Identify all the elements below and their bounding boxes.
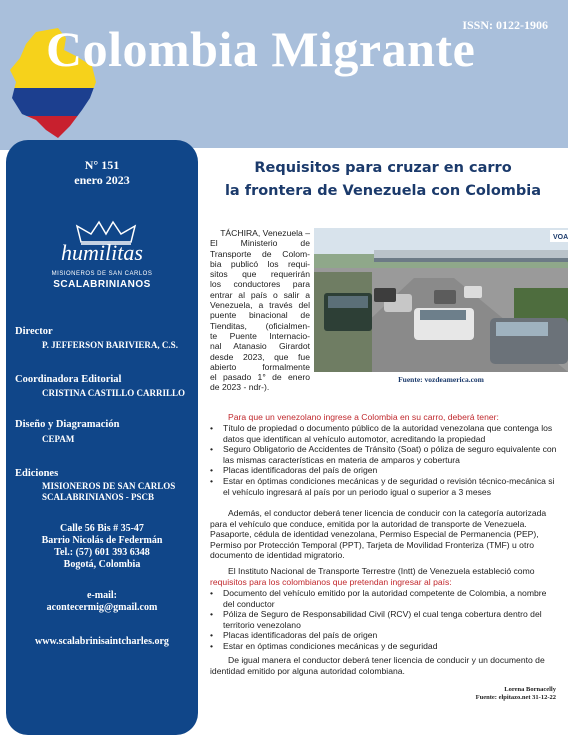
- article-source: Fuente: elpitazo.net 31-12-22: [475, 694, 556, 701]
- masthead-title: Colombia Migrante: [46, 21, 476, 77]
- section2-list: [210, 588, 560, 652]
- section2-heading: requisitos para los colombianos que pretendan ingresar al país:: [210, 577, 452, 587]
- list-item: • Estar en óptimas condiciones mecánicas y de seguridad o revisión técnico-mecánica si el vehículo ingresará al país por un periodo igual o superior a 3 meses: [210, 476, 560, 497]
- lead-line: El Ministerio de: [210, 238, 310, 249]
- editions-line-2: SCALABRINIANOS - PSCB: [42, 492, 155, 502]
- design-name: CEPAM: [42, 434, 75, 444]
- lead-line: el pasado 1° de enero: [210, 372, 310, 383]
- lead-line: Tienditas, (oficialmen-: [210, 320, 310, 331]
- photo-caption: Fuente: vozdeamerica.com: [398, 375, 484, 384]
- list-item: • Placas identificadoras del país de origen: [210, 465, 560, 476]
- logo-title: humilitas: [61, 240, 143, 265]
- address-line-2: Barrio Nicolás de Federmán: [41, 535, 163, 546]
- border-crossing-photo: [314, 228, 568, 372]
- lead-line: sitos que requerirán: [210, 269, 310, 280]
- lead-paragraph: [210, 228, 310, 393]
- lead-line: Transporte de Colom-: [210, 248, 310, 259]
- section2-paragraph: De igual manera el conductor deberá tener licencia de conducir y un documento de identidad emitido por alguna autoridad colombiana.: [210, 655, 545, 676]
- lead-line: entrar al país o salir a: [210, 289, 310, 300]
- editions-line-1: MISIONEROS DE SAN CARLOS: [42, 481, 176, 491]
- email-link[interactable]: acontecermig@gmail.com: [46, 602, 158, 613]
- logo-subtitle-order: SCALABRINIANOS: [53, 279, 151, 290]
- section1-paragraph: Además, el conductor deberá tener licencia de conducir con la categoría autorizada para el vehículo que conduce, emitida por la autoridad de transporte de Venezuela. Pasaporte, cédula de identidad venezolana, Permiso Especial de Permanencia (PEP), Permiso por Protección Temporal (PPT), Tarjeta de Movilidad Fronteriza (TMF) u otro documento de identidad migratorio.: [210, 508, 547, 561]
- lead-line: te Puente Internacio-: [210, 330, 310, 341]
- director-label: Director: [15, 326, 53, 337]
- lead-line: puente binacional de: [210, 310, 310, 321]
- city: Bogotá, Colombia: [63, 559, 141, 570]
- email-label: e-mail:: [87, 590, 117, 601]
- article-title-line-1: Requisitos para cruzar en carro: [254, 160, 512, 176]
- list-item: • Estar en óptimas condiciones mecánicas y de seguridad: [210, 641, 560, 652]
- lead-line: TÁCHIRA, Venezuela –: [220, 228, 310, 238]
- issue-number: N° 151: [84, 158, 120, 172]
- logo-subtitle: MISIONEROS DE SAN CARLOS: [51, 271, 153, 277]
- editorial-name: CRISTINA CASTILLO CARRILLO: [42, 388, 186, 398]
- lead-line: bia publicó los requi-: [210, 258, 310, 269]
- lead-line: abierto formalmente: [210, 361, 310, 372]
- sidebar: [6, 140, 198, 735]
- design-label: Diseño y Diagramación: [15, 419, 120, 430]
- lead-line: nal Atanasio Girardot: [210, 341, 310, 352]
- lead-line: los conductores para: [210, 279, 310, 290]
- list-item: • Póliza de Seguro de Responsabilidad Civil (RCV) el cual tenga cobertura dentro del territorio venezolano: [210, 609, 560, 630]
- address-line-1: Calle 56 Bis # 35-47: [60, 523, 144, 534]
- lead-line: de 2023 - ndr-).: [210, 382, 270, 393]
- list-item: • Documento del vehículo emitido por la autoridad competente de Colombia, a nombre del conductor: [210, 588, 560, 609]
- editorial-label: Coordinadora Editorial: [15, 374, 122, 385]
- issue-date: enero 2023: [74, 173, 130, 187]
- phone-number: Tel.: (57) 601 393 6348: [54, 547, 150, 558]
- issn-number: ISSN: 0122-1906: [462, 18, 548, 32]
- list-item: • Título de propiedad o documento público de la autoridad venezolana que contenga los datos que identifican al vehículo automotor, acreditando la propiedad: [210, 423, 560, 444]
- lead-line: desde 2023, que fue: [210, 351, 310, 362]
- editions-label: Ediciones: [15, 468, 59, 479]
- author-name: Lorena Bornacelly: [504, 686, 556, 693]
- section2-intro: El Instituto Nacional de Transporte Terrestre (Intt) de Venezuela estableció como: [228, 566, 535, 576]
- director-name: P. JEFFERSON BARIVIERA, C.S.: [42, 340, 178, 350]
- list-item: • Placas identificadoras del país de origen: [210, 630, 560, 641]
- lead-line: Venezuela, a través del: [210, 300, 310, 311]
- list-item: • Seguro Obligatorio de Accidentes de Tránsito (Soat) o póliza de seguro equivalente con las mismas características en materia de amparos y cobertura: [210, 444, 560, 465]
- voa-sign: VOA: [553, 234, 568, 241]
- section1-list: [210, 423, 560, 497]
- section1-heading: Para que un venezolano ingrese a Colombia en su carro, deberá tener:: [228, 412, 499, 422]
- website-link[interactable]: www.scalabrinisaintcharles.org: [35, 636, 169, 647]
- article-title-line-2: la frontera de Venezuela con Colombia: [224, 183, 542, 199]
